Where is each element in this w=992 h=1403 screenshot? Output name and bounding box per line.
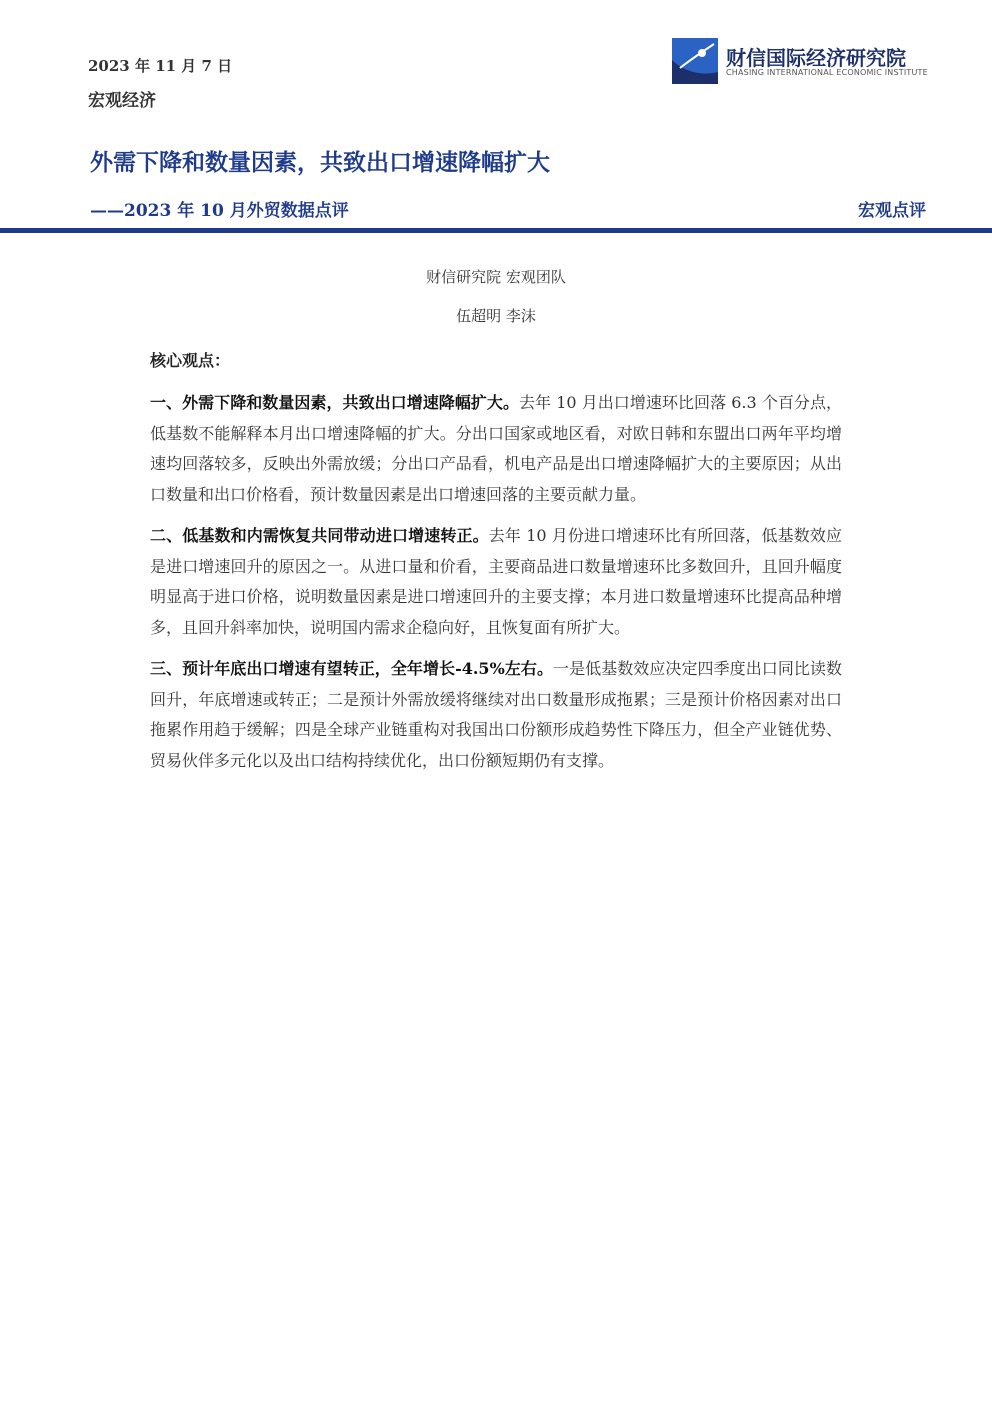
point-body: 去年 10 月出口增速环比回落 6.3 个百分点，低基数不能解释本月出口增速降幅的扩大。分出口国家或地区看，对欧日韩和东盟出口两年平均增速均回落较多，反映出外需放缓；分出口产品看，机电产品是出口增速降幅扩大的主要原因；从出口数量和出口价格看，预计数量因素是出口增速回落的主要贡献力量。 — [150, 393, 842, 504]
logo-name-en: CHASING INTERNATIONAL ECONOMIC INSTITUTE — [726, 68, 928, 77]
research-team: 财信研究院 宏观团队 — [426, 268, 566, 286]
logo-name-cn: 财信国际经济研究院 — [726, 46, 906, 70]
report-type-label: 宏观点评 — [858, 201, 926, 221]
author-names: 伍超明 李沫 — [456, 307, 536, 325]
core-point-1 — [150, 388, 842, 510]
core-points — [150, 388, 842, 787]
point-body: 一是低基数效应决定四季度出口同比读数回升，年底增速或转正；二是预计外需放缓将继续对出口数量形成拖累；三是预计价格因素对出口拖累作用趋于缓解；四是全球产业链重构对我国出口份额形成趋势性下降压力，但全产业链优势、贸易伙伴多元化以及出口结构持续优化，出口份额短期仍有支撑。 — [150, 659, 842, 770]
report-subtitle: ——2023 年 10 月外贸数据点评 — [90, 201, 349, 221]
report-date: 2023 年 11 月 7 日 — [88, 57, 233, 75]
point-body: 去年 10 月份进口增速环比有所回落，低基数效应是进口增速回升的原因之一。从进口量和价看，主要商品进口数量增速环比多数回升，且回升幅度明显高于进口价格，说明数量因素是进口增速回升的主要支撑；本月进口数量增速环比提高品种增多，且回升斜率加快，说明国内需求企稳向好，且恢复面有所扩大。 — [150, 526, 842, 637]
report-title: 外需下降和数量因素，共致出口增速降幅扩大 — [90, 149, 550, 176]
point-lead: 三、预计年底出口增速有望转正，全年增长-4.5%左右。 — [150, 659, 554, 678]
core-point-3 — [150, 654, 842, 776]
report-category: 宏观经济 — [88, 91, 156, 111]
core-views-heading: 核心观点： — [150, 351, 231, 370]
header-divider — [0, 228, 992, 233]
institute-logo — [672, 38, 932, 86]
point-lead: 一、外需下降和数量因素，共致出口增速降幅扩大。 — [150, 393, 520, 412]
core-point-2 — [150, 521, 842, 643]
point-lead: 二、低基数和内需恢复共同带动进口增速转正。 — [150, 526, 489, 545]
chasing-logo-icon — [672, 38, 718, 84]
